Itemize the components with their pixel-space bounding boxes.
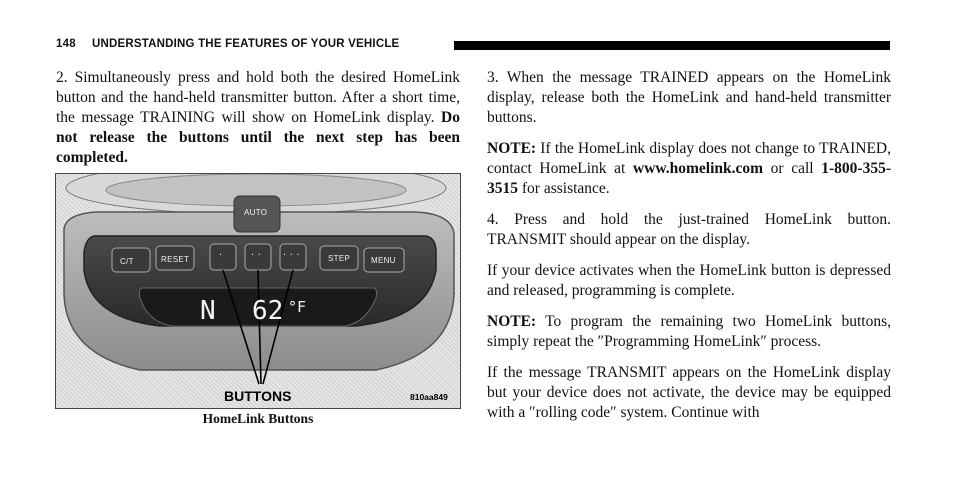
step-3-paragraph: 3. When the message TRAINED appears on the HomeLink display, release both the HomeLink and hand-held transmitter buttons. — [487, 69, 891, 126]
auto-button-label: AUTO — [244, 208, 268, 217]
figure-code: 810aa849 — [410, 392, 448, 402]
temperature-unit: °F — [288, 298, 307, 316]
activates-paragraph: If your device activates when the HomeLink button is depressed and released, programming is complete. — [487, 262, 891, 299]
step-2-text: 2. Simultaneously press and hold both the desired HomeLink button and the hand-held transmitter button. After a short time, the message TRAINING will show on HomeLink display. — [56, 69, 460, 126]
note-1-text-c: for assistance. — [518, 180, 610, 197]
step-2-paragraph — [56, 68, 460, 168]
figure-caption: HomeLink Buttons — [202, 411, 314, 426]
note-2-label: NOTE: — [487, 313, 537, 330]
homelink-button-2-label: . . — [251, 246, 262, 258]
homelink-figure — [55, 173, 461, 409]
temperature-value: 62 — [252, 296, 284, 326]
homelink-button-3-label: . . . — [283, 246, 300, 258]
step-button-label: STEP — [328, 254, 351, 263]
note-1-text-a: If the HomeLink display does not change to TRAINED, contact HomeLink at — [487, 140, 891, 177]
step-4-paragraph: 4. Press and hold the just-trained HomeLink button. TRANSMIT should appear on the display. — [487, 211, 891, 248]
ct-button-label: C/T — [120, 257, 134, 266]
homelink-website: www.homelink.com — [633, 160, 764, 177]
compass-heading: N — [200, 296, 216, 326]
step-2-warning: Do not release the buttons until the next step has been completed. — [56, 109, 460, 166]
page-header — [56, 38, 890, 54]
homelink-button-1[interactable] — [210, 244, 236, 270]
right-column — [487, 68, 891, 434]
note-1-text-b: or call — [763, 160, 822, 177]
page-number: 148 — [56, 38, 76, 50]
header-rule — [454, 41, 890, 50]
note-2-text: To program the remaining two HomeLink buttons, simply repeat the ″Programming HomeLink″ process. — [487, 313, 891, 350]
left-column — [56, 68, 460, 168]
homelink-phone: 1-800-355-3515 — [487, 160, 891, 197]
reset-button-label: RESET — [161, 255, 190, 264]
note-1-paragraph — [487, 139, 891, 199]
note-2-paragraph — [487, 312, 891, 352]
section-title: UNDERSTANDING THE FEATURES OF YOUR VEHICLE — [92, 38, 400, 50]
transmit-paragraph: If the message TRANSMIT appears on the HomeLink display but your device does not activate, the device may be equipped with a ″rolling code″ system. Continue with — [487, 364, 891, 421]
note-1-label: NOTE: — [487, 140, 537, 157]
menu-button-label: MENU — [371, 256, 396, 265]
homelink-button-1-label: . — [219, 246, 223, 258]
buttons-callout: BUTTONS — [224, 388, 292, 404]
